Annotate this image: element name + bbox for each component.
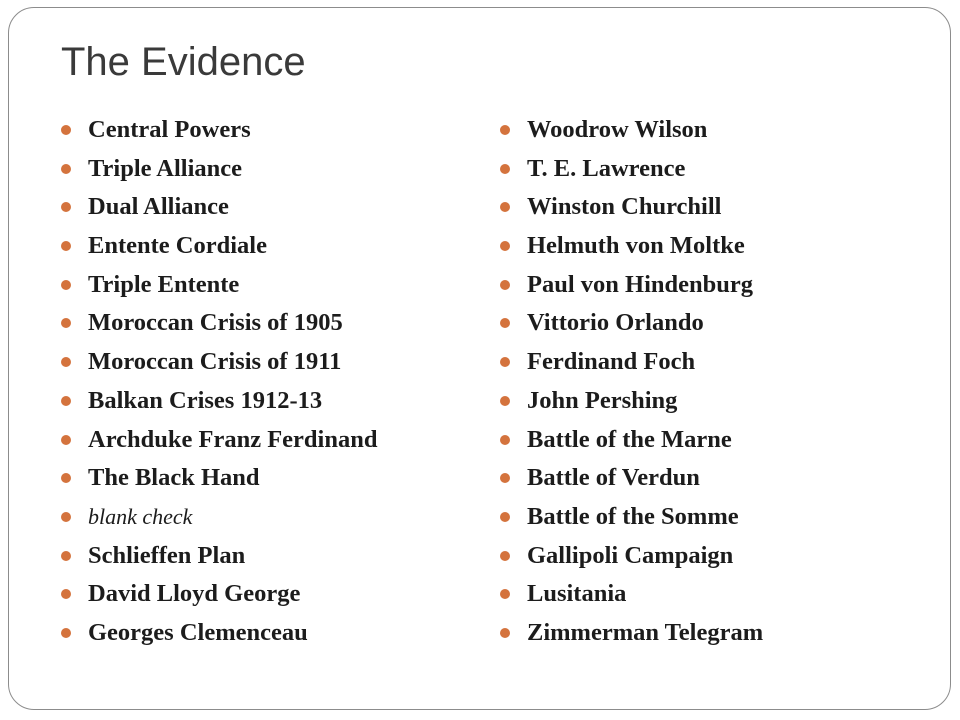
bullet-dot-icon [500, 241, 510, 251]
bullet-text: Battle of the Somme [527, 502, 739, 530]
bullet-item [61, 227, 378, 266]
bullet-item [500, 614, 763, 653]
bullet-item [500, 304, 763, 343]
left-bullet-list [61, 111, 378, 653]
bullet-dot-icon [61, 551, 71, 561]
slide-title: The Evidence [61, 40, 306, 84]
bullet-text: blank check [88, 503, 193, 529]
bullet-dot-icon [500, 435, 510, 445]
bullet-dot-icon [500, 164, 510, 174]
bullet-item [61, 111, 378, 150]
bullet-dot-icon [61, 164, 71, 174]
bullet-text: Entente Cordiale [88, 232, 267, 260]
bullet-item [500, 459, 763, 498]
bullet-item [61, 382, 378, 421]
bullet-item [500, 382, 763, 421]
bullet-dot-icon [500, 202, 510, 212]
bullet-text: Winston Churchill [527, 193, 722, 221]
bullet-item [500, 498, 763, 537]
bullet-dot-icon [500, 125, 510, 135]
bullet-text: Moroccan Crisis of 1911 [88, 348, 342, 376]
bullet-text: Schlieffen Plan [88, 541, 246, 569]
bullet-text: John Pershing [527, 386, 678, 414]
bullet-text: Dual Alliance [88, 193, 229, 221]
bullet-item [61, 266, 378, 305]
bullet-text: Helmuth von Moltke [527, 232, 745, 260]
bullet-text: Central Powers [88, 116, 251, 143]
bullet-item [61, 343, 378, 382]
bullet-dot-icon [500, 280, 510, 290]
bullet-item [500, 421, 763, 460]
bullet-item [61, 421, 378, 460]
bullet-item [500, 227, 763, 266]
bullet-text: Paul von Hindenburg [527, 270, 754, 298]
bullet-item [61, 537, 378, 576]
bullet-item [61, 498, 378, 537]
bullet-text: Moroccan Crisis of 1905 [88, 309, 343, 337]
bullet-dot-icon [61, 318, 71, 328]
bullet-item [500, 343, 763, 382]
bullet-text: Woodrow Wilson [527, 116, 708, 143]
bullet-text: Ferdinand Foch [527, 348, 696, 376]
bullet-dot-icon [61, 512, 71, 522]
bullet-dot-icon [500, 512, 510, 522]
bullet-text: Battle of the Marne [527, 425, 732, 453]
bullet-text: Triple Alliance [88, 154, 243, 182]
bullet-dot-icon [500, 551, 510, 561]
bullet-dot-icon [500, 473, 510, 483]
bullet-dot-icon [61, 241, 71, 251]
bullet-dot-icon [500, 396, 510, 406]
bullet-item [500, 111, 763, 150]
bullet-text: Balkan Crises 1912-13 [88, 386, 323, 414]
bullet-text: The Black Hand [88, 464, 260, 492]
bullet-text: Archduke Franz Ferdinand [88, 425, 378, 453]
bullet-item [61, 188, 378, 227]
bullet-text: Battle of Verdun [527, 464, 700, 492]
bullet-dot-icon [61, 628, 71, 638]
bullet-text: Gallipoli Campaign [527, 541, 734, 569]
bullet-text: Lusitania [527, 580, 627, 608]
bullet-dot-icon [500, 589, 510, 599]
bullet-dot-icon [500, 318, 510, 328]
bullet-dot-icon [61, 435, 71, 445]
bullet-dot-icon [61, 125, 71, 135]
bullet-item [500, 537, 763, 576]
bullet-text: Georges Clemenceau [88, 618, 308, 646]
bullet-text: Zimmerman Telegram [527, 618, 764, 646]
bullet-dot-icon [61, 589, 71, 599]
bullet-text: T. E. Lawrence [527, 154, 686, 182]
bullet-item [61, 150, 378, 189]
bullet-item [61, 614, 378, 653]
bullet-dot-icon [61, 202, 71, 212]
bullet-dot-icon [61, 396, 71, 406]
bullet-text: Triple Entente [88, 270, 240, 298]
bullet-item [500, 575, 763, 614]
bullet-dot-icon [61, 473, 71, 483]
bullet-item [500, 188, 763, 227]
bullet-dot-icon [61, 357, 71, 367]
right-bullet-list [500, 111, 763, 653]
bullet-item [61, 459, 378, 498]
bullet-item [61, 304, 378, 343]
bullet-dot-icon [500, 628, 510, 638]
bullet-text: David Lloyd George [88, 580, 301, 608]
bullet-dot-icon [61, 280, 71, 290]
bullet-item [61, 575, 378, 614]
bullet-item [500, 150, 763, 189]
bullet-item [500, 266, 763, 305]
bullet-dot-icon [500, 357, 510, 367]
bullet-text: Vittorio Orlando [527, 309, 704, 337]
